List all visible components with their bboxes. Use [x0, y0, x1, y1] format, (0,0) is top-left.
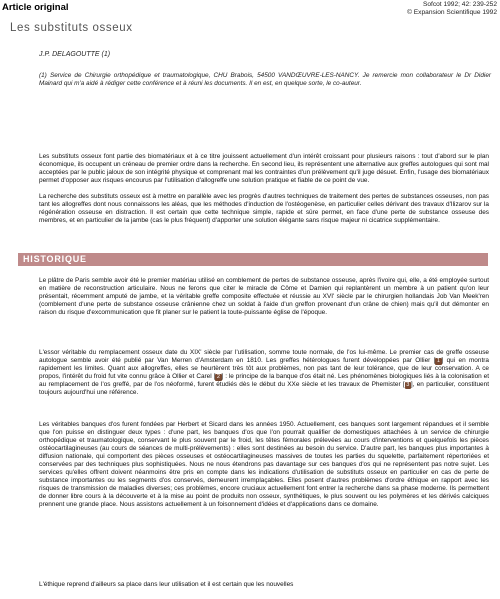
- history-paragraph-1: Le plâtre de Paris semble avoir été le premier matériau utilisé en comblement de pertes de substance osseuse, après l'ivoire qui, elle, a été employée surtout en matière de reconstruction articulaire. Nous ne ferons que citer le miracle de Côme et Damien qui replantèrent un membre à un patient qu'on leur présentait, récemment amputé de jambe, et la véritable greffe composite effectuée et réussie au XVI' siècle par le chirurgien hollandais Job Van Meek'ren (comblement d'une perte de substance osseuse crânienne chez un soldat à l'aide d'un greffon provenant d'un crâne de chien) mais qu'il dut démonter en raison du risque d'excommunication que fit planer sur le patient la toute-puissante église de l'époque.: [39, 277, 489, 316]
- copyright-notice: © Expansion Scientifique 1992: [407, 9, 497, 16]
- section-header-bar: [18, 253, 488, 266]
- history-text: ] qui en montra rapidement les limites. Quant aux allogreffes, elles se heurtèrent très tôt aux problèmes, non pas tant de leur tolérance, que de leur conservation. A ce propos, l'intérêt du froid fut vite connu grâce à Ollier et Carel [: [39, 357, 489, 380]
- history-text: ] : le principe de la banque d'os était né. Les phénomènes biologiques liés à la colonisation et au remplacement de l'os greffé, par de l'os néoformé, furent étudiés dès le début du XXe siècle et les travaux de Phemister [: [39, 373, 489, 388]
- article-authors: J.P. DELAGOUTTE (1): [39, 51, 111, 58]
- article-title: Les substituts osseux: [10, 22, 133, 34]
- journal-reference: Sofcot 1992; 42: 239-252: [422, 1, 497, 8]
- article-type-label: Article original: [2, 2, 69, 13]
- reference-link-1[interactable]: 1: [436, 358, 441, 364]
- section-title: HISTORIQUE: [23, 254, 87, 264]
- reference-link-2[interactable]: 2: [216, 374, 221, 380]
- history-paragraph-3: Les véritables banques d'os furent fondées par Herbert et Sicard dans les années 1950. Actuellement, ces banques sont largement répandues et il semble que l'on puisse en distinguer deux types : d'une part, les banques d'os que l'on pourrait qualifier de domestiques attachées à un service de chirurgie orthopédique et traumatologique, conservant le plus souvent par le froid, les têtes fémorales prélevées au cours d'interventions et quelquefois les pièces ostéocartilagineuses (au cours de séances de multi-prélèvements) : elles sont destinées au besoin du service. D'autre part, les banques plus importantes à diffusion nationale, qui comportent des pièces osseuses et ostéocartilagineuses massives de toutes les parties du squelette, parfaitement répertoriées et conservées par des techniques plus sophistiquées. Nous ne nous étendrons pas davantage sur ces banques d'os qui ne représentent pas notre sujet. Les services qu'elles offrent doivent néanmoins être pris en compte dans les indications d'utilisation de substituts osseux en particulier en cas de perte de substance importantes ou les segments d'os conservés, demeurent irremplaçables. Elles posent d'autres problèmes d'ordre éthique en rapport avec les risques de transmission de maladies diverses; ces problèmes, encore cruciaux actuellement font entrer la recherche dans sa phase moderne. Ils permettent de donner libre cours à la découverte et à la mise au point de produits non osseux, synthétiques, le plus souvent ou les polymères et les dérivés calciques prennent une grande place. Nous assistons actuellement à un foisonnement d'idées et d'applications dans ce domaine.: [39, 421, 489, 508]
- intro-paragraph-1: Les substituts osseux font partie des biomatériaux et à ce titre jouissent actuellement d'un intérêt croissant pour plusieurs raisons : tout d'abord sur le plan économique, ils occupent un créneau de premier ordre dans la recherche. En second lieu, ils représentent une alternative aux greffes autologues qui sont mal acceptées par le public jaloux de son intégrité physique et comprenant mal les contraintes d'un prélèvement qu'il juge désuet. Enfin, l'usage des biomatériaux permet d'opposer aux risques encourus par l'utilisation d'allogreffe une solution pratique et fiable de ce point de vue.: [39, 153, 489, 184]
- author-affiliation: (1) Service de Chirurgie orthopédique et traumatologique, CHU Brabois, 54500 VANDŒUVRE-LES-NANCY. Je remercie mon collaborateur le Dr Didier Mainard qui m'a aidé à rédiger cette conférence et à réuni les documents. Il en est, en quelque sorte, le co-auteur.: [39, 72, 491, 87]
- journal-citation: [407, 1, 497, 17]
- history-text: L'essor véritable du remplacement osseux date du XIX' siècle par l'utilisation, somme toute normale, de l'os lui-même. Le premier cas de greffe osseuse autologue semble avoir été publié par Van Merren d'Amsterdam en 1810. Les greffes hétérologues furent développées par Ollier [: [39, 349, 489, 364]
- history-text: ], en particulier, constituent toujours aujourd'hui une référence.: [39, 381, 489, 396]
- reference-link-3[interactable]: 3: [406, 382, 410, 388]
- history-paragraph-2: [39, 349, 489, 397]
- history-paragraph-4: L'éthique reprend d'ailleurs sa place dans leur utilisation et il est certain que les nouvelles: [39, 581, 294, 588]
- intro-paragraph-2: La recherche des substituts osseux est à mettre en parallèle avec les progrès d'autres techniques de traitement des pertes de substances osseuses, non pas tant les allogreffes dont nous connaissons les aléas, que les méthodes d'induction de l'ostéogenèse, en particulier celles dérivant des travaux d'Ilizarov sur la régénération osseuse en distraction. Il est certain que cette technique simple, rapide et sûre permet, en face d'une perte de substance osseuse des membres, et en particulier de la jambe (cas le plus fréquent) d'apporter une solution élégante sans risque majeur ni cicatrice supplémentaire.: [39, 193, 489, 224]
